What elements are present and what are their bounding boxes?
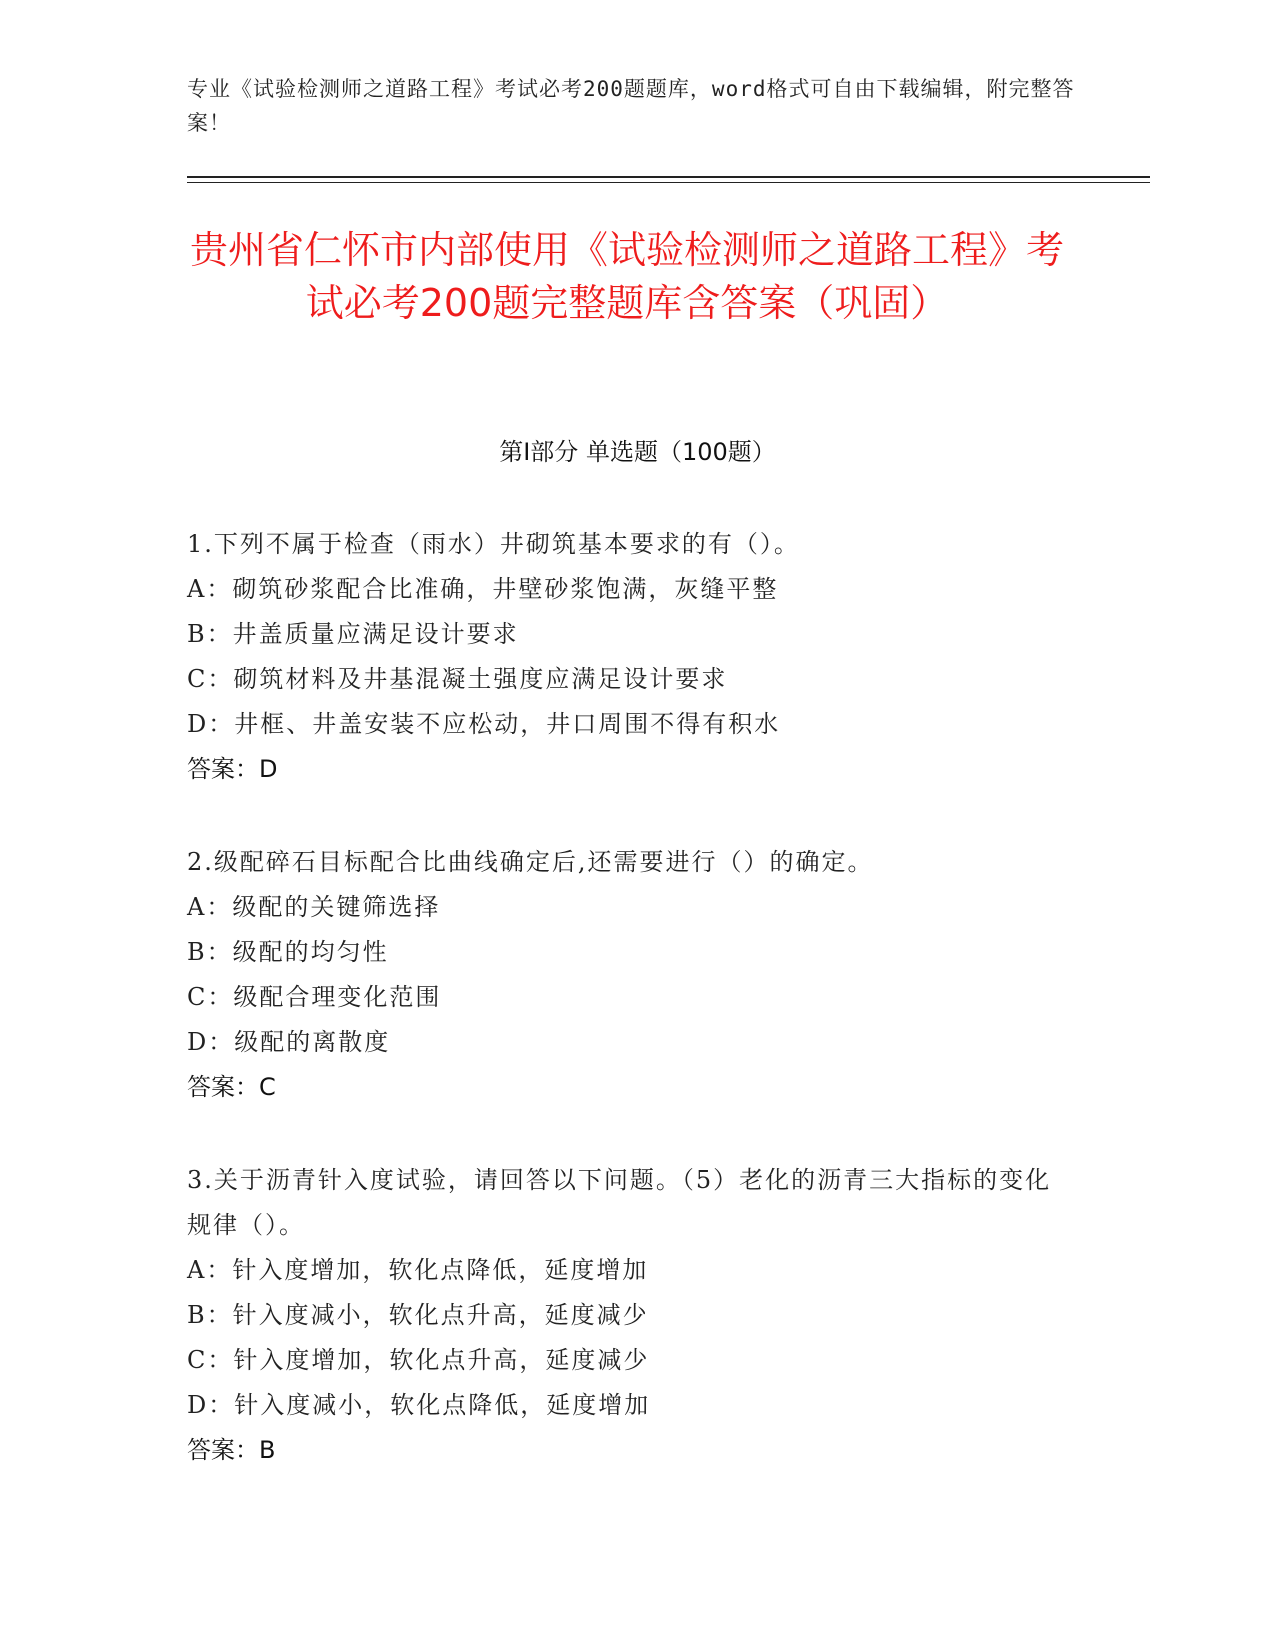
answer: 答案：C — [187, 1073, 276, 1101]
option-a: A：级配的关键筛选择 — [187, 893, 441, 921]
answer: 答案：D — [187, 755, 278, 783]
option-c: C：砌筑材料及井基混凝土强度应满足设计要求 — [187, 665, 728, 693]
question-stem: 1.下列不属于检查（雨水）井砌筑基本要求的有（）。 — [187, 530, 800, 558]
option-c: C：级配合理变化范围 — [187, 983, 442, 1011]
option-d: D：井框、井盖安装不应松动，井口周围不得有积水 — [187, 710, 781, 738]
section-title: 第Ⅰ部分 单选题（100题） — [499, 438, 776, 466]
question-stem: 3.关于沥青针入度试验，请回答以下问题。（5）老化的沥青三大指标的变化规律（）。 — [187, 1166, 1052, 1239]
option-b: B：针入度减小，软化点升高，延度减少 — [187, 1301, 649, 1329]
answer: 答案：B — [187, 1436, 276, 1464]
header-rule-thick — [187, 176, 1150, 178]
option-c: C：针入度增加，软化点升高，延度减少 — [187, 1346, 650, 1374]
option-b: B：井盖质量应满足设计要求 — [187, 620, 519, 648]
header-rule-thin — [187, 182, 1150, 183]
header-note: 专业《试验检测师之道路工程》考试必考200题题库，word格式可自由下载编辑，附完整答案！ — [187, 77, 1075, 135]
document-title: 贵州省仁怀市内部使用《试验检测师之道路工程》考试必考200题完整题库含答案（巩固） — [189, 228, 1064, 325]
option-d: D：级配的离散度 — [187, 1028, 391, 1056]
question-2 — [187, 840, 1077, 1110]
question-stem: 2.级配碎石目标配合比曲线确定后,还需要进行（）的确定。 — [187, 848, 874, 876]
option-a: A：砌筑砂浆配合比准确，井壁砂浆饱满，灰缝平整 — [187, 575, 779, 603]
option-a: A：针入度增加，软化点降低，延度增加 — [187, 1256, 649, 1284]
option-b: B：级配的均匀性 — [187, 938, 389, 966]
question-3 — [187, 1158, 1077, 1473]
question-1 — [187, 522, 1077, 792]
option-d: D：针入度减小，软化点降低，延度增加 — [187, 1391, 651, 1419]
